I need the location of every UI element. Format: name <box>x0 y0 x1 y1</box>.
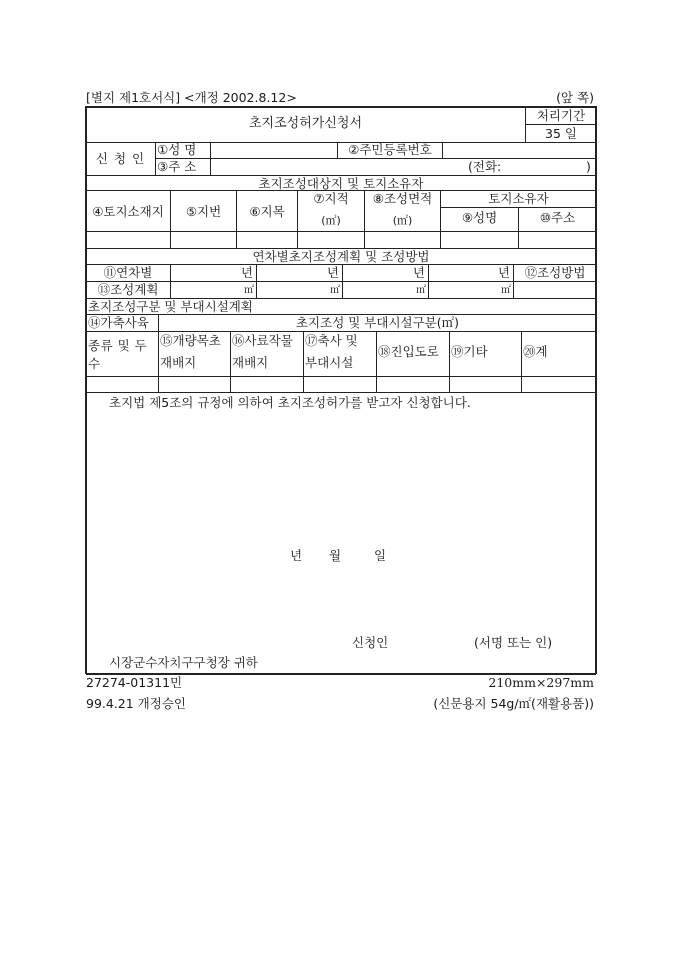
col-land-category: ⑥지목 <box>249 204 285 219</box>
plan-unit-1: ㎡ <box>244 285 254 296</box>
section-facility-title: 초지조성구분 및 부대시설계획 <box>88 299 253 314</box>
year-2: 년 <box>326 265 339 280</box>
col-owner-name: ⑨성명 <box>461 210 498 225</box>
phone-close: ) <box>586 159 591 174</box>
col-land-owner: 토지소유자 <box>488 191 549 206</box>
phone-label: (전화: <box>468 159 502 174</box>
section-yearly-plan-title: 연차별초지조성계획 및 조성방법 <box>252 249 430 264</box>
rrn-label: ②주민등록번호 <box>348 142 432 157</box>
col-plan-area: ⑧조성면적 <box>372 191 433 206</box>
col-lot-number: ⑤지번 <box>185 204 222 219</box>
date-year: 년 <box>290 548 303 563</box>
category-title: 초지조성 및 부대시설구분(㎡) <box>295 315 460 330</box>
facility-data-row[interactable] <box>87 377 595 392</box>
paper-spec: (신문용지 54g/㎡(재활용품)) <box>433 696 594 711</box>
processing-period-label: 처리기간 <box>536 108 586 123</box>
col-improved-pasture: ⑮개량목초 <box>160 333 221 348</box>
applicant-signature-label: 신청인 <box>352 635 389 650</box>
col-plan-area-unit: (㎡) <box>392 214 413 227</box>
applicant-label: 신 청 인 <box>95 151 146 166</box>
date-day: 일 <box>374 548 387 563</box>
name-field[interactable] <box>211 143 336 157</box>
col-land-location: ④토지소재지 <box>92 204 164 219</box>
name-label: ①성 명 <box>157 142 197 157</box>
col-owner-address: ⑩주소 <box>539 210 576 225</box>
address-field[interactable] <box>211 160 466 174</box>
plan-unit-4: ㎡ <box>501 285 511 296</box>
year-3: 년 <box>412 265 425 280</box>
livestock-label: ⑭가축사육 <box>88 315 149 330</box>
signature-note: (서명 또는 인) <box>474 635 553 650</box>
col-feed-crop: ⑯사료작물 <box>232 333 293 348</box>
col-registered-area-unit: (㎡) <box>321 214 341 227</box>
method-label: ⑫조성방법 <box>524 265 586 280</box>
col-improved-pasture-sub: 재배지 <box>160 355 197 370</box>
kind-count-label: 종류 및 두수 <box>88 338 148 371</box>
land-data-row[interactable] <box>87 232 595 248</box>
col-other: ⑲기타 <box>451 344 488 359</box>
col-registered-area: ⑦지적 <box>313 191 349 206</box>
yearly-label: ⑪연차별 <box>103 265 153 280</box>
page-side: (앞 쪽) <box>556 90 594 105</box>
plan-unit-3: ㎡ <box>416 285 426 296</box>
form-code: 27274-01311민 <box>86 675 183 690</box>
rrn-field[interactable] <box>443 143 594 157</box>
approval-date: 99.4.21 개정승인 <box>86 696 186 711</box>
date-month: 월 <box>329 548 342 563</box>
plan-unit-2: ㎡ <box>330 285 340 296</box>
plan-label: ⑬조성계획 <box>97 282 159 297</box>
col-feed-crop-sub: 재배지 <box>232 355 269 370</box>
paper-size: 210mm×297mm <box>488 675 594 690</box>
year-4: 년 <box>497 265 510 280</box>
col-access-road: ⑱진입도로 <box>378 344 439 359</box>
year-1: 년 <box>240 265 253 280</box>
form-number: [별지 제1호서식] <개정 2002.8.12> <box>86 90 297 105</box>
form-title: 초지조성허가신청서 <box>248 116 363 131</box>
address-label: ③주 소 <box>157 159 197 174</box>
recipient: 시장군수자치구구청장 귀하 <box>109 655 258 670</box>
col-barn: ⑰축사 및 <box>305 333 358 348</box>
col-total: ⑳계 <box>523 344 548 359</box>
statement-text: 초지법 제5조의 규정에 의하여 초지조성허가를 받고자 신청합니다. <box>109 395 471 410</box>
processing-period-value: 35 일 <box>545 126 577 141</box>
section-land-title: 초지조성대상지 및 토지소유자 <box>258 176 424 191</box>
col-barn-sub: 부대시설 <box>305 355 354 370</box>
